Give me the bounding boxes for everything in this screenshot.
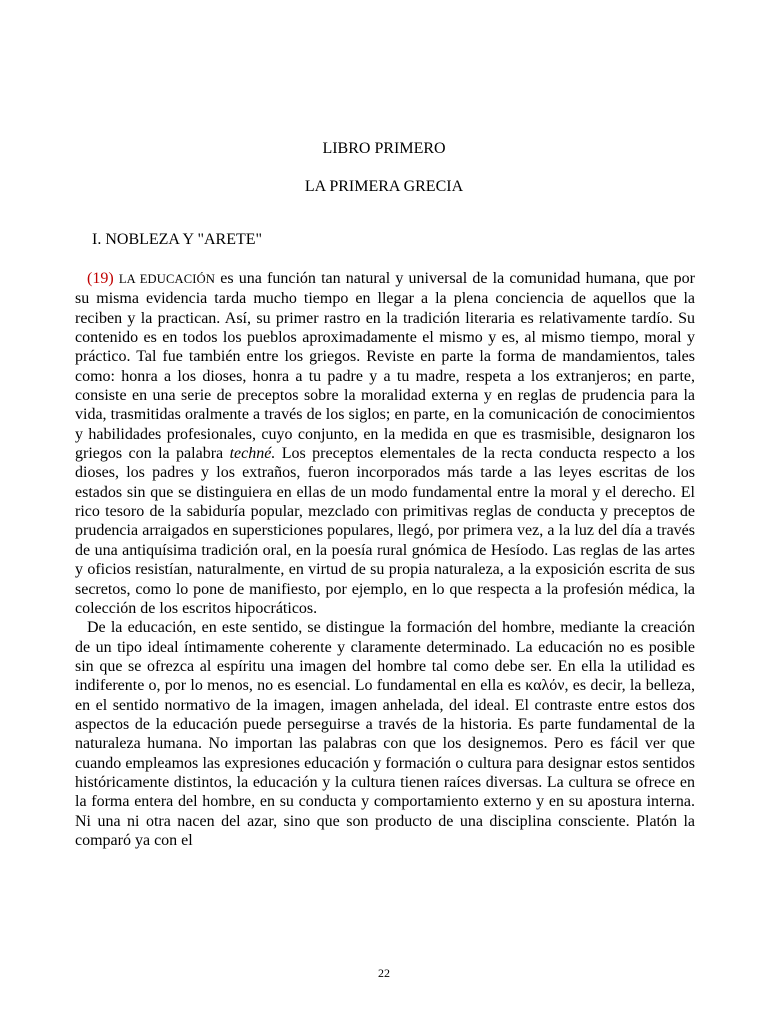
- part-title: LA PRIMERA GRECIA: [304, 178, 464, 195]
- paragraph-1-text-a: es una función tan natural y universal de la comunidad humana, que por su misma evidencia tarda mucho tiempo en llegar a la plena conciencia de aquellos que la reciben y la practican. Así, su primer rastro en la tradición literaria es relativamente tardío. Su contenido es en todos los pueblos aproximadamente el mismo y es, al mismo tiempo, moral y práctico. Tal fue también entre los griegos. Reviste en parte la forma de mandamientos, tales como: honra a los dioses, honra a tu padre y a tu madre, respeta a los extranjeros; en parte, consiste en una serie de preceptos sobre la moralidad externa y en reglas de prudencia para la vida, trasmitidas oralmente a través de los siglos; en parte, en la comunicación de conocimientos y habilidades profesionales, cuyo conjunto, en la medida en que es trasmisible, designaron los griegos con la palabra: [75, 270, 696, 463]
- paragraph-1: [75, 269, 695, 618]
- paragraph-number-link[interactable]: (19): [87, 270, 114, 287]
- italic-term: techné.: [229, 445, 276, 463]
- book-title: LIBRO PRIMERO: [322, 140, 446, 157]
- paragraph-2: De la educación, en este sentido, se distingue la formación del hombre, mediante la creación de un tipo ideal íntimamente coherente y claramente determinado. La educación no es posible sin que se ofrezca al espíritu una imagen del hombre tal como debe ser. En ella la utilidad es indiferente o, por lo menos, no es esencial. Lo fundamental en ella es καλόν, es decir, la belleza, en el sentido normativo de la imagen, imagen anhelada, del ideal. El contraste entre estos dos aspectos de la educación puede perseguirse a través de la historia. Es parte fundamental de la naturaleza humana. No importan las palabras con que los designemos. Pero es fácil ver que cuando empleamos las expresiones educación y formación o cultura para designar estos sentidos históricamente distintos, la educación y la cultura tienen raíces diversas. La cultura se ofrece en la forma entera del hombre, en su conducta y comportamiento externo y en su apostura interna. Ni una ni otra nacen del azar, sino que son producto de una disciplina consciente. Platón la comparó ya con el: [75, 619, 695, 849]
- paragraph-1-text-b: Los preceptos elementales de la recta conducta respecto a los dioses, los padres y los extraños, fueron incorporados más tarde a las leyes escritas de los estados sin que se distinguiera en ellas de un modo fundamental entre la moral y el derecho. El rico tesoro de la sabiduría popular, mezclado con primitivas reglas de conducta y preceptos de prudencia arraigados en supersticiones populares, llegó, por primera vez, a la luz del día a través de una antiquísima tradición oral, en la poesía rural gnómica de Hesíodo. Las reglas de las artes y oficios resistían, naturalmente, en virtud de su propia naturaleza, a la exposición escrita de sus secretos, como lo pone de manifiesto, por ejemplo, en lo que respecta a la profesión médica, la colección de los escritos hipocráticos.: [75, 445, 696, 617]
- chapter-title: I. NOBLEZA Y "ARETE": [92, 231, 263, 248]
- page-number: 22: [378, 966, 390, 980]
- paragraph-lead-smallcaps: LA EDUCACIÓN: [118, 272, 216, 286]
- body-text: [75, 269, 695, 850]
